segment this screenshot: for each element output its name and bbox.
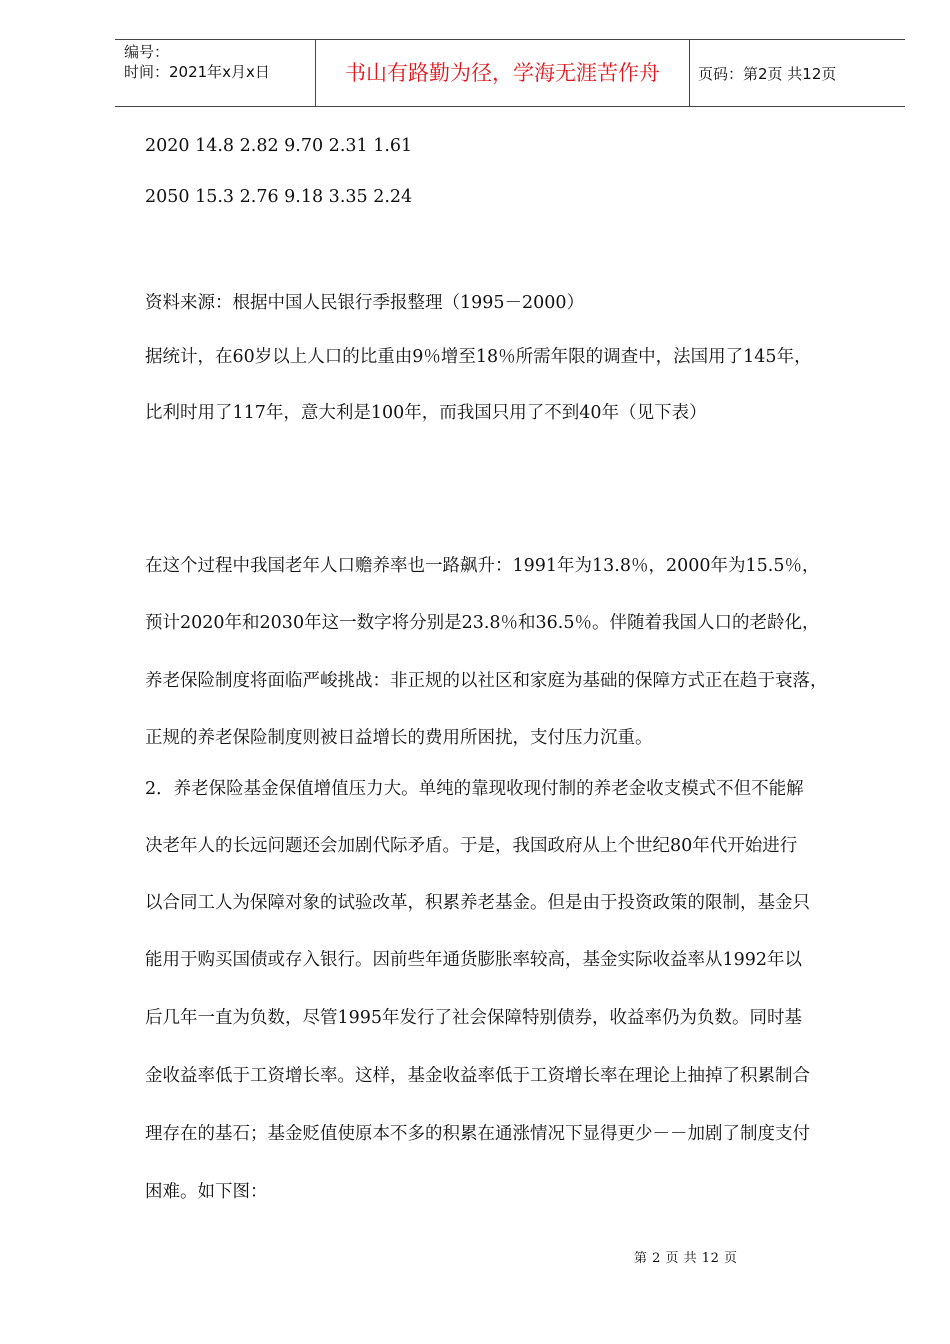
paragraph-line: 能用于购买国债或存入银行。因前些年通货膨胀率较高，基金实际收益率从1992年以 [145,950,803,970]
table-row: 2020 14.8 2.82 9.70 2.31 1.61 [145,136,413,156]
header-motto: 书山有路勤为径，学海无涯苦作舟 [316,40,690,106]
paragraph-line: 以合同工人为保障对象的试验改革，积累养老基金。但是由于投资政策的限制，基金只 [145,893,810,913]
table-row: 2050 15.3 2.76 9.18 3.35 2.24 [145,187,413,207]
paragraph-line: 后几年一直为负数，尽管1995年发行了社会保障特别债券，收益率仍为负数。同时基 [145,1008,803,1028]
source-note: 资料来源：根据中国人民银行季报整理（1995－2000） [145,293,585,313]
paragraph-line: 养老保险制度将面临严峻挑战：非正规的以社区和家庭为基础的保障方式正在趋于衰落， [145,671,828,691]
paragraph-line: 理存在的基石；基金贬值使原本不多的积累在通涨情况下显得更少－－加剧了制度支付 [145,1124,810,1144]
paragraph-line: 决老年人的长远问题还会加剧代际矛盾。于是，我国政府从上个世纪80年代开始进行 [145,836,798,856]
page-footer: 第 2 页 共 12 页 [634,1251,738,1266]
document-number-label: 编号： [124,43,170,61]
paragraph-line: 预计2020年和2030年这一数字将分别是23.8％和36.5％。伴随着我国人口的老龄化， [145,613,820,633]
document-time-label: 时间：2021年x月x日 [124,63,270,81]
section-heading-line: 2．养老保险基金保值增值压力大。单纯的靠现收现付制的养老金收支模式不但不能解 [145,779,804,799]
paragraph-line: 比利时用了117年，意大利是100年，而我国只用了不到40年（见下表） [145,403,707,423]
header-page-number: 页码：第2页 共12页 [698,64,837,83]
header-meta [115,40,316,106]
paragraph-line: 困难。如下图： [145,1182,268,1202]
paragraph-line: 正规的养老保险制度则被日益增长的费用所困扰，支付压力沉重。 [145,728,653,748]
paragraph-line: 据统计，在60岁以上人口的比重由9％增至18％所需年限的调查中，法国用了145年， [145,347,812,367]
paragraph-line: 在这个过程中我国老年人口赡养率也一路飙升：1991年为13.8％，2000年为15.5％， [145,556,820,576]
paragraph-line: 金收益率低于工资增长率。这样，基金收益率低于工资增长率在理论上抽掉了积累制合 [145,1066,810,1086]
page-header [115,39,905,107]
